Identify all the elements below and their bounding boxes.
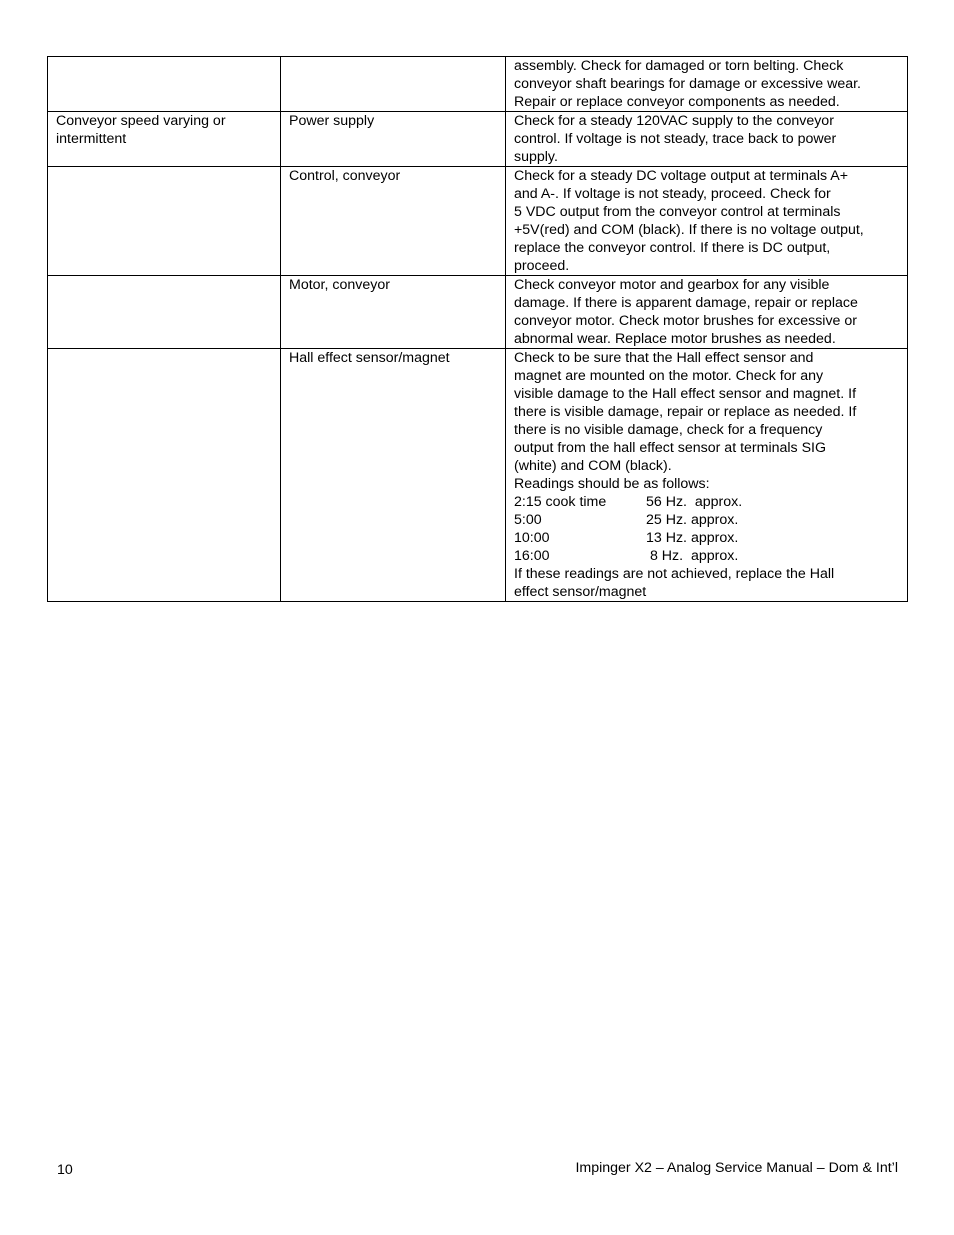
cause-cell <box>281 167 506 276</box>
remedy-cell-line: 5 VDC output from the conveyor control at terminals <box>514 204 841 220</box>
reading-value: 13 Hz. approx. <box>646 530 739 546</box>
reading-time: 10:00 <box>514 530 550 546</box>
remedy-cell-line: conveyor motor. Check motor brushes for excessive or <box>514 313 858 329</box>
symptom-cell-line: Conveyor speed varying or <box>56 113 226 129</box>
symptom-cell <box>48 276 281 349</box>
cause-cell-line: Power supply <box>289 113 375 129</box>
symptom-cell-line: intermittent <box>56 131 127 147</box>
reading-value: 56 Hz. approx. <box>646 494 743 510</box>
cause-cell <box>281 57 506 112</box>
remedy-cell-line: Check for a steady 120VAC supply to the conveyor <box>514 113 834 129</box>
remedy-cell-line: there is no visible damage, check for a frequency <box>514 422 823 438</box>
remedy-cell-line: damage. If there is apparent damage, repair or replace <box>514 295 858 311</box>
remedy-cell-line: Check for a steady DC voltage output at terminals A+ <box>514 168 848 184</box>
remedy-cell <box>506 349 908 602</box>
remedy-cell-line: conveyor shaft bearings for damage or excessive wear. <box>514 76 861 92</box>
symptom-cell <box>48 57 281 112</box>
remedy-cell <box>506 167 908 276</box>
remedy-cell-line: Repair or replace conveyor components as needed. <box>514 94 840 110</box>
reading-time: 5:00 <box>514 512 542 528</box>
remedy-cell-line: Readings should be as follows: <box>514 476 710 492</box>
reading-value: 25 Hz. approx. <box>646 512 739 528</box>
remedy-cell-line: there is visible damage, repair or replace as needed. If <box>514 404 857 420</box>
frequency-reading <box>514 511 899 529</box>
remedy-cell-line: supply. <box>514 149 558 165</box>
remedy-cell-line: proceed. <box>514 258 570 274</box>
frequency-reading <box>514 547 899 565</box>
table-row <box>48 349 908 602</box>
reading-time: 16:00 <box>514 548 550 564</box>
frequency-reading <box>514 529 899 547</box>
table-row <box>48 167 908 276</box>
cause-cell-line: Motor, conveyor <box>289 277 390 293</box>
symptom-cell <box>48 349 281 602</box>
remedy-cell-line: Check conveyor motor and gearbox for any visible <box>514 277 830 293</box>
remedy-cell-line: Check to be sure that the Hall effect sensor and <box>514 350 814 366</box>
remedy-cell-line: abnormal wear. Replace motor brushes as needed. <box>514 331 836 347</box>
remedy-cell-line: (white) and COM (black). <box>514 458 672 474</box>
manual-title: Impinger X2 – Analog Service Manual – Dom & Int’l <box>575 1160 898 1176</box>
reading-value: 8 Hz. approx. <box>646 548 739 564</box>
remedy-cell-line: replace the conveyor control. If there is DC output, <box>514 240 831 256</box>
remedy-cell-line: effect sensor/magnet <box>514 584 647 600</box>
remedy-cell-line: output from the hall effect sensor at terminals SIG <box>514 440 827 456</box>
symptom-cell <box>48 167 281 276</box>
table-row <box>48 276 908 349</box>
remedy-cell <box>506 57 908 112</box>
symptom-cell <box>48 112 281 167</box>
frequency-reading <box>514 493 899 511</box>
cause-cell-line: Hall effect sensor/magnet <box>289 350 450 366</box>
cause-cell-line: Control, conveyor <box>289 168 401 184</box>
troubleshooting-table-body <box>48 57 908 602</box>
cause-cell <box>281 112 506 167</box>
reading-time: 2:15 cook time <box>514 494 607 510</box>
remedy-cell <box>506 276 908 349</box>
remedy-cell-line: visible damage to the Hall effect sensor and magnet. If <box>514 386 857 402</box>
table-row <box>48 57 908 112</box>
remedy-cell-line: assembly. Check for damaged or torn belting. Check <box>514 58 844 74</box>
troubleshooting-table <box>47 56 908 602</box>
table-row <box>48 112 908 167</box>
cause-cell <box>281 276 506 349</box>
remedy-cell-line: control. If voltage is not steady, trace back to power <box>514 131 837 147</box>
cause-cell <box>281 349 506 602</box>
page-number: 10 <box>57 1162 73 1178</box>
remedy-cell-line: magnet are mounted on the motor. Check for any <box>514 368 824 384</box>
remedy-cell <box>506 112 908 167</box>
remedy-cell-line: +5V(red) and COM (black). If there is no voltage output, <box>514 222 864 238</box>
remedy-cell-line: and A-. If voltage is not steady, proceed. Check for <box>514 186 831 202</box>
remedy-cell-line: If these readings are not achieved, replace the Hall <box>514 566 835 582</box>
